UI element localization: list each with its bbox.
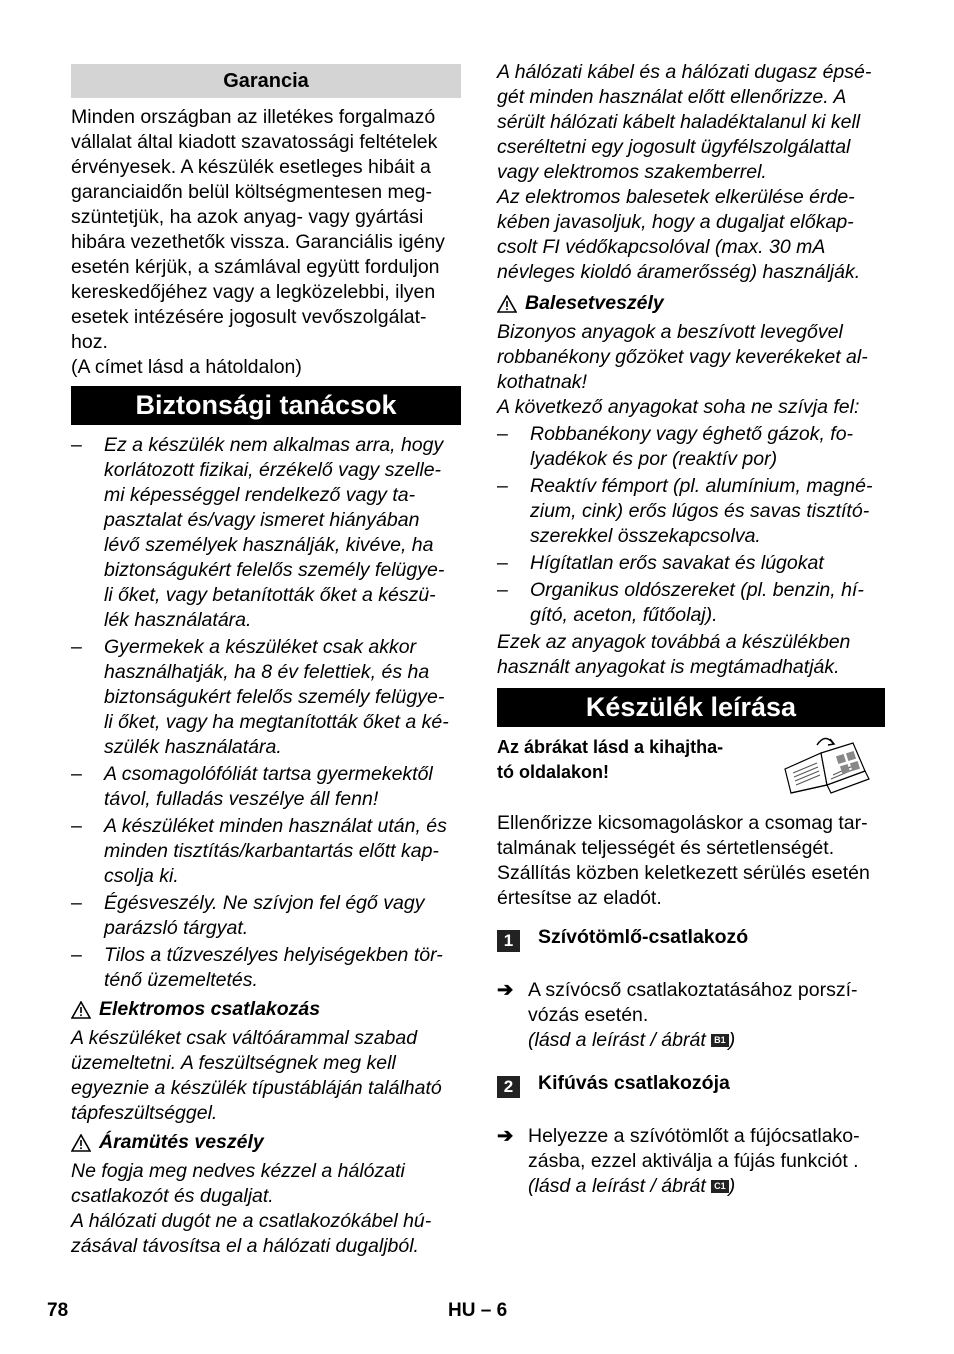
item1-text: A szívócső csatlakoztatásához porszí- vózás esetén. — [528, 979, 858, 1026]
danger-text: Bizonyos anyagok a beszívott levegővel robbanékony gőzöket vagy keverékeket al- kothatnak! A következő anyagokat soha ne szívja fel: — [497, 321, 868, 418]
close-paren: ) — [728, 1175, 736, 1197]
item2-number: 2 — [497, 1076, 520, 1098]
shock-warning-heading — [71, 1130, 461, 1155]
item1-instruction — [497, 978, 885, 1028]
list-item-text: Reaktív fémport (pl. alumínium, magné- zium, cink) erős lúgos és savas tisztító- szerekkel összekapcsolva. — [530, 475, 873, 547]
list-item — [71, 433, 461, 633]
list-item — [497, 474, 885, 549]
safety-list — [71, 433, 461, 993]
left-column — [71, 60, 461, 1259]
list-item-text: Gyermekek a készüléket csak akkor használhatják, ha 8 év felettiek, és ha biztonságukért felelős személy felügye- li őket, vagy ha megtanították őket a ké- szülék használatára. — [104, 636, 449, 758]
list-item-text: Ez a készülék nem alkalmas arra, hogy korlátozott fizikai, érzékelő vagy szelle- mi képességgel rendelkező vagy ta- pasztalat és/vagy ismeret hiányában lévő személyek használják, kivéve, ha biztonságukért felelős személy felügye- li őket, vagy betanították őket a készü- lék használatára. — [104, 434, 445, 631]
list-item-text: Tilos a tűzveszélyes helyiségekben tör- ténő üzemeltetés. — [104, 944, 443, 991]
item2-text: Helyezze a szívótömlőt a fújócsatlako- zásba, ezzel aktiválja a fújás funkciót . — [528, 1125, 860, 1172]
dash-bullet: – — [71, 434, 82, 456]
item2-instruction — [497, 1124, 885, 1174]
device-heading: Készülék leírása — [497, 688, 885, 727]
list-item — [71, 943, 461, 993]
item2-title: Kifúvás csatlakozója — [538, 1072, 730, 1094]
item2-heading — [497, 1071, 885, 1098]
arrow-right-icon: ➔ — [497, 979, 514, 1001]
cable-text: A hálózati kábel és a hálózati dugasz épsé- gét minden használat előtt ellenőrizze. A sérült hálózati kábelt haladéktalanul ki kell cseréltetni egy jogosult ügyfélszolgálattal vagy elektromos szakemberrel. Az elektromos balesetek elkerülése érde- kében javasoljuk, hogy a dugaljat előkap- csolt FI védőkapcsolóval (max. 30 mA névleges kioldó áramerősség) használják. — [497, 61, 872, 283]
figure-tag-b1: B1 — [711, 1034, 729, 1047]
warning-triangle-icon — [497, 295, 517, 313]
danger-footer-text: Ezek az anyagok továbbá a készülékben használt anyagokat is megtámadhatják. — [497, 631, 851, 678]
page-section: HU – 6 — [448, 1300, 508, 1321]
danger-list — [497, 422, 885, 628]
dash-bullet: – — [71, 636, 82, 658]
list-item-text: Égésveszély. Ne szívjon fel égő vagy parázsló tárgyat. — [104, 892, 425, 939]
figures-note-block — [497, 735, 885, 805]
item2-ref-text: (lásd a leírást / ábrát — [528, 1175, 706, 1197]
list-item — [71, 814, 461, 889]
safety-heading: Biztonsági tanácsok — [71, 386, 461, 425]
item1-title: Szívótömlő-csatlakozó — [538, 926, 749, 948]
list-item — [71, 635, 461, 760]
item1-reference — [497, 1028, 885, 1053]
dash-bullet: – — [71, 815, 82, 837]
page-number: 78 — [47, 1300, 69, 1321]
list-item-text: Organikus oldószereket (pl. benzin, hí- gító, aceton, fűtőolaj). — [530, 579, 864, 626]
list-item-text: Hígítatlan erős savakat és lúgokat — [530, 552, 824, 574]
dash-bullet: – — [497, 552, 508, 574]
item1-number: 1 — [497, 930, 520, 952]
item1-ref-text: (lásd a leírást / ábrát — [528, 1029, 706, 1051]
figure-tag-c1: C1 — [711, 1180, 729, 1193]
elec-text: A készüléket csak váltóárammal szabad üzemeltetni. A feszültségnek meg kell egyeznie a készülék típustábláján található tápfeszültséggel. — [71, 1027, 442, 1124]
warning-triangle-icon — [71, 1001, 91, 1019]
garancia-text: Minden országban az illetékes forgalmazó vállalat által kiadott szavatossági feltételek érvényesek. A készülék esetleges hibáit a garanciaidőn belül költségmentesen meg- szüntetjük, ha azok anyag- vagy gyártási hibára vezethetők vissza. Garanciális igény esetén kérjük, a számlával együtt forduljon kereskedőjéhez vagy a legközelebbi, ilyen esetek intézésére jogosult vevőszolgálat- hoz. (A címet lásd a hátoldalon) — [71, 106, 445, 378]
item2-reference — [497, 1174, 885, 1199]
list-item-text: A készüléket minden használat után, és minden tisztítás/karbantartás előtt kap- csolja ki. — [104, 815, 447, 887]
list-item — [497, 551, 885, 576]
danger-warning-heading — [497, 291, 885, 316]
elec-warning-title: Elektromos csatlakozás — [99, 998, 321, 1020]
book-icon — [781, 735, 873, 795]
list-item — [71, 762, 461, 812]
arrow-right-icon: ➔ — [497, 1125, 514, 1147]
dash-bullet: – — [497, 423, 508, 445]
list-item — [497, 422, 885, 472]
check-text: Ellenőrizze kicsomagoláskor a csomag tar- talmának teljességét és sértetlenségét. Szállítás közben keletkezett sérülés esetén értesítse az eladót. — [497, 812, 870, 909]
shock-text: Ne fogja meg nedves kézzel a hálózati csatlakozót és dugaljat. A hálózati dugót ne a csatlakozókábel hú- zásával távosítsa el a hálózati dugaljból. — [71, 1160, 432, 1257]
garancia-heading: Garancia — [71, 64, 461, 98]
dash-bullet: – — [71, 763, 82, 785]
dash-bullet: – — [497, 475, 508, 497]
shock-warning-title: Áramütés veszély — [99, 1131, 264, 1153]
dash-bullet: – — [71, 944, 82, 966]
list-item — [71, 891, 461, 941]
dash-bullet: – — [71, 892, 82, 914]
list-item-text: Robbanékony vagy éghető gázok, fo- lyadékok és por (reaktív por) — [530, 423, 854, 470]
item1-heading — [497, 925, 885, 952]
figures-note: Az ábrákat lásd a kihajtha- tó oldalakon! — [497, 737, 724, 782]
list-item-text: A csomagolófóliát tartsa gyermekektől távol, fulladás veszélye áll fenn! — [104, 763, 433, 810]
warning-triangle-icon — [71, 1134, 91, 1152]
danger-warning-title: Balesetveszély — [525, 292, 664, 314]
right-column — [497, 60, 885, 1199]
list-item — [497, 578, 885, 628]
dash-bullet: – — [497, 579, 508, 601]
close-paren: ) — [728, 1029, 736, 1051]
elec-warning-heading — [71, 997, 461, 1022]
